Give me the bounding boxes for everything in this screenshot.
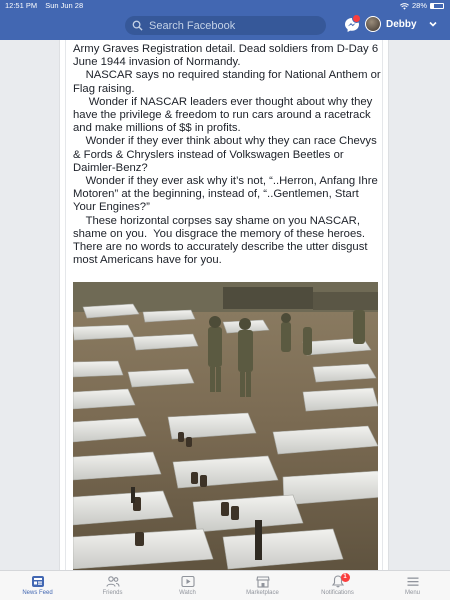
- post-paragraph: Wonder if they ever think about why they can race Chevys & Fords & Chryslers instead of Volkswagen Beetles or Daimler-Benz?: [73, 135, 380, 174]
- nav-label: Menu: [404, 590, 420, 596]
- bottom-nav: [0, 570, 450, 600]
- nav-news-feed[interactable]: [0, 571, 75, 600]
- wifi-icon: [400, 3, 409, 10]
- photo-graphic: [73, 282, 378, 570]
- post-photo[interactable]: [73, 282, 378, 570]
- nav-friends[interactable]: [75, 571, 150, 600]
- post-card: [59, 40, 389, 570]
- status-date: Sun Jun 28: [45, 1, 84, 10]
- post-paragraph: NASCAR says no required standing for National Anthem or Flag raising.: [73, 69, 384, 95]
- card-border-left: [65, 40, 66, 570]
- nav-marketplace[interactable]: [225, 571, 300, 600]
- nav-menu[interactable]: [375, 571, 450, 600]
- search-input[interactable]: [149, 20, 319, 32]
- post-paragraph: Army Graves Registration detail. Dead soldiers from D-Day 6 June 1944 invasion of Normandy.: [73, 43, 379, 69]
- watch-icon: [181, 575, 195, 588]
- nav-label: Marketplace: [246, 590, 279, 596]
- search-bar[interactable]: [125, 16, 326, 35]
- friends-icon: [106, 575, 120, 588]
- chevron-down-icon[interactable]: [428, 19, 438, 29]
- nav-label: Friends: [102, 590, 123, 596]
- nav-notifications[interactable]: [300, 571, 375, 600]
- battery-icon: [430, 3, 444, 9]
- nav-label: Notifications: [321, 590, 354, 596]
- avatar[interactable]: [365, 16, 381, 32]
- status-time: 12:51 PM: [5, 1, 38, 10]
- marketplace-icon: [256, 575, 270, 588]
- news-feed[interactable]: [0, 40, 450, 570]
- news-feed-icon: [31, 575, 45, 588]
- post-text: [73, 43, 383, 267]
- post-paragraph: Wonder if they ever ask why it’s not, “..Herron, Anfang Ihre Motoren” at the beginning, instead of, “..Gentlemen, Start Your Engines?”: [73, 175, 381, 214]
- post-paragraph: These horizontal corpses say shame on you NASCAR, shame on you. You disgrace the memory of these heroes. There are no words to accurately describe the utter disgust most Americans have for you.: [73, 214, 371, 267]
- status-bar: [0, 0, 450, 12]
- battery-percent: 28%: [411, 1, 427, 10]
- nav-label: News Feed: [22, 590, 53, 596]
- user-name[interactable]: Debby: [386, 19, 417, 30]
- messenger-badge: [352, 14, 361, 23]
- nav-label: Watch: [179, 590, 196, 596]
- post-paragraph: Wonder if NASCAR leaders ever thought about why they have the privilege & freedom to run cars around a racetrack and make millions of $$ in profits.: [73, 95, 376, 135]
- notification-badge: 1: [341, 573, 350, 582]
- menu-icon: [406, 575, 420, 588]
- top-bar: [0, 0, 450, 40]
- nav-watch[interactable]: [150, 571, 225, 600]
- search-icon: [132, 20, 143, 31]
